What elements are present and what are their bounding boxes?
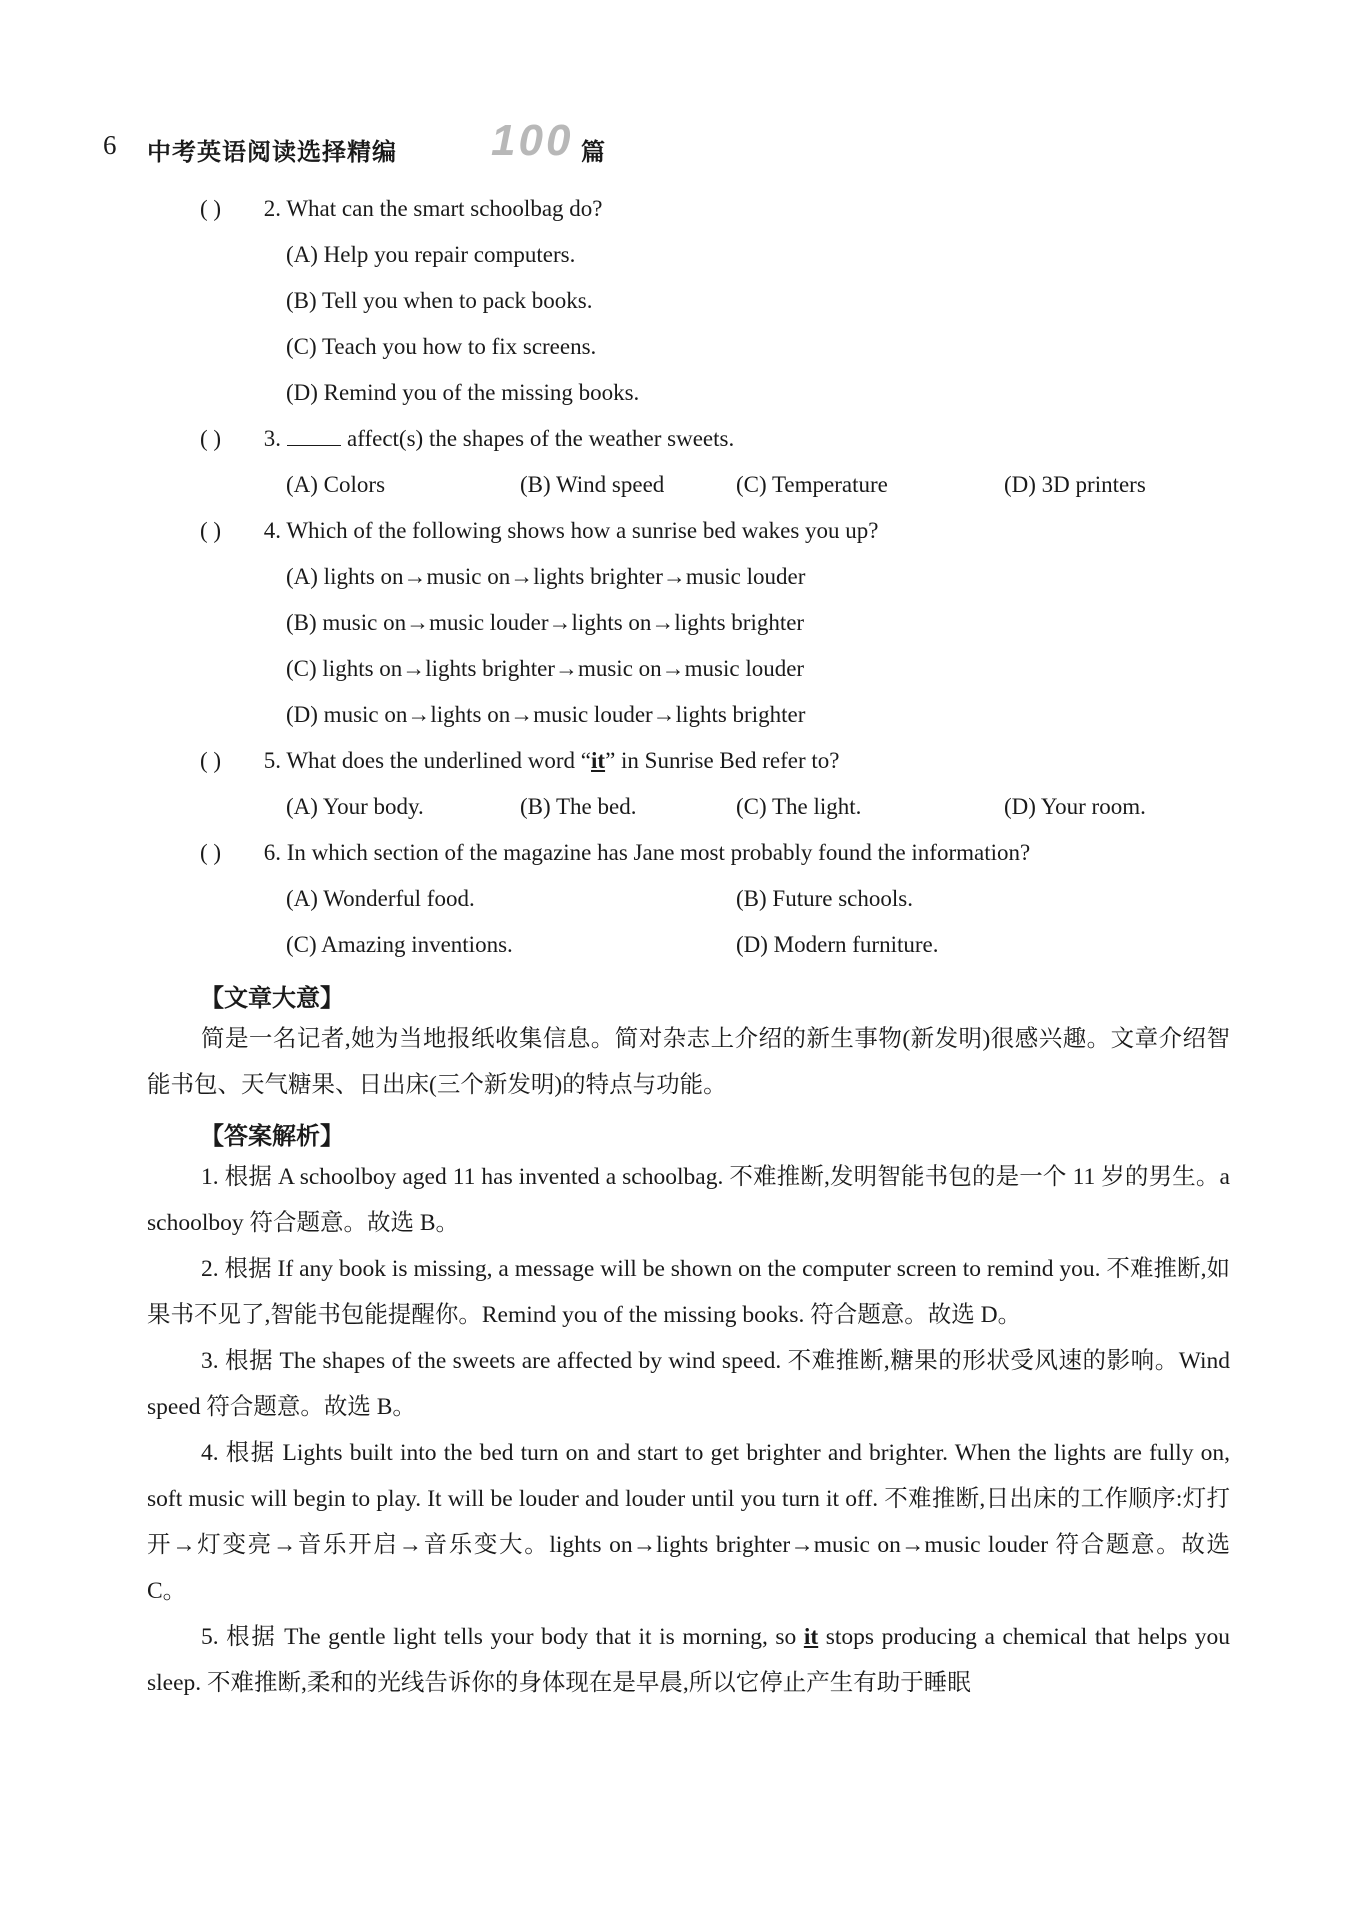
option-c: (C) Temperature	[736, 472, 888, 497]
analysis-heading: 【答案解析】	[200, 1122, 344, 1150]
analysis-item-5-before: 5. 根据 The gentle light tells your body that it is morning, so	[201, 1624, 804, 1650]
summary-paragraph	[147, 1016, 1230, 1108]
option-b: (B) Future schools.	[736, 886, 913, 911]
option-a: (A) Colors	[286, 472, 386, 497]
analysis-item-2: 2. 根据 If any book is missing, a message will be shown on the computer screen to remind you. 不难推断,如果书不见了,智能书包能提醒你。Remind you of the missing books. 符合题意。故选 D。	[147, 1256, 1230, 1328]
question-stem-before: What does the underlined word “	[286, 748, 591, 773]
book-title-number: 100	[491, 116, 574, 165]
option-d: (D) Remind you of the missing books.	[286, 380, 640, 405]
question-number: 6.	[263, 840, 281, 865]
question-3	[200, 426, 734, 452]
answer-paren: ( )	[200, 840, 222, 865]
question-6	[200, 840, 1030, 866]
analysis-item-3: 3. 根据 The shapes of the sweets are affected by wind speed. 不难推断,糖果的形状受风速的影响。Wind speed 符合题意。故选 B。	[147, 1348, 1230, 1420]
answer-paren: ( )	[200, 748, 222, 773]
option-c: (C) Amazing inventions.	[286, 932, 513, 957]
answer-paren: ( )	[200, 196, 222, 221]
question-number: 2.	[263, 196, 281, 221]
book-title-suffix: 篇	[581, 138, 605, 166]
question-number: 5.	[263, 748, 281, 773]
option-b: (B) music on→music louder→lights on→lights brighter	[286, 610, 805, 635]
option-c: (C) lights on→lights brighter→music on→music louder	[286, 656, 805, 681]
question-stem: What can the smart schoolbag do?	[286, 196, 603, 221]
analysis-item-1: 1. 根据 A schoolboy aged 11 has invented a schoolbag. 不难推断,发明智能书包的是一个 11 岁的男生。a schoolboy 符合题意。故选 B。	[147, 1164, 1230, 1236]
analysis-item-5	[147, 1614, 1230, 1706]
option-a: (A) lights on→music on→lights brighter→music louder	[286, 564, 806, 589]
option-c: (C) Teach you how to fix screens.	[286, 334, 597, 359]
option-c: (C) The light.	[736, 794, 862, 819]
option-a: (A) Wonderful food.	[286, 886, 475, 911]
book-title: 中考英语阅读选择精编	[147, 138, 397, 166]
question-stem: In which section of the magazine has Jane most probably found the information?	[286, 840, 1031, 865]
question-stem: Which of the following shows how a sunrise bed wakes you up?	[286, 518, 879, 543]
option-b: (B) The bed.	[520, 794, 637, 819]
option-b: (B) Tell you when to pack books.	[286, 288, 593, 313]
analysis-item-4: 4. 根据 Lights built into the bed turn on and start to get brighter and brighter. When the lights are fully on, soft music will begin to play. It will be louder and louder until you turn it off. 不难推断,日出床的工作顺序:灯打开→灯变亮→音乐开启→音乐变大。lights on→lights brighter→music on→music louder 符合题意。故选 C。	[147, 1440, 1230, 1604]
option-d: (D) 3D printers	[1004, 472, 1146, 497]
option-b: (B) Wind speed	[520, 472, 665, 497]
analysis-item-5-after: stops producing a chemical that helps you sleep. 不难推断,柔和的光线告诉你的身体现在是早晨,所以它停止产生有助于睡眠	[147, 1624, 1231, 1696]
question-5	[200, 748, 839, 774]
option-d: (D) music on→lights on→music louder→lights brighter	[286, 702, 806, 727]
page-number: 6	[103, 130, 117, 160]
question-number: 3.	[263, 426, 281, 451]
question-2	[200, 196, 602, 222]
option-a: (A) Help you repair computers.	[286, 242, 576, 267]
question-stem: affect(s) the shapes of the weather sweets.	[347, 426, 735, 451]
underlined-word: it	[803, 1624, 819, 1650]
page-header	[103, 118, 1253, 168]
question-number: 4.	[263, 518, 281, 543]
summary-text: 简是一名记者,她为当地报纸收集信息。简对杂志上介绍的新生事物(新发明)很感兴趣。文章介绍智能书包、天气糖果、日出床(三个新发明)的特点与功能。	[147, 1026, 1230, 1098]
answer-paren: ( )	[200, 426, 222, 451]
option-a: (A) Your body.	[286, 794, 424, 819]
underlined-word: it	[591, 748, 606, 773]
fill-blank	[287, 427, 341, 446]
summary-heading: 【文章大意】	[200, 984, 344, 1012]
analysis-section	[147, 1154, 1230, 1706]
option-d: (D) Your room.	[1004, 794, 1146, 819]
answer-paren: ( )	[200, 518, 222, 543]
question-stem-after: ” in Sunrise Bed refer to?	[605, 748, 840, 773]
question-4	[200, 518, 878, 544]
option-d: (D) Modern furniture.	[736, 932, 939, 957]
